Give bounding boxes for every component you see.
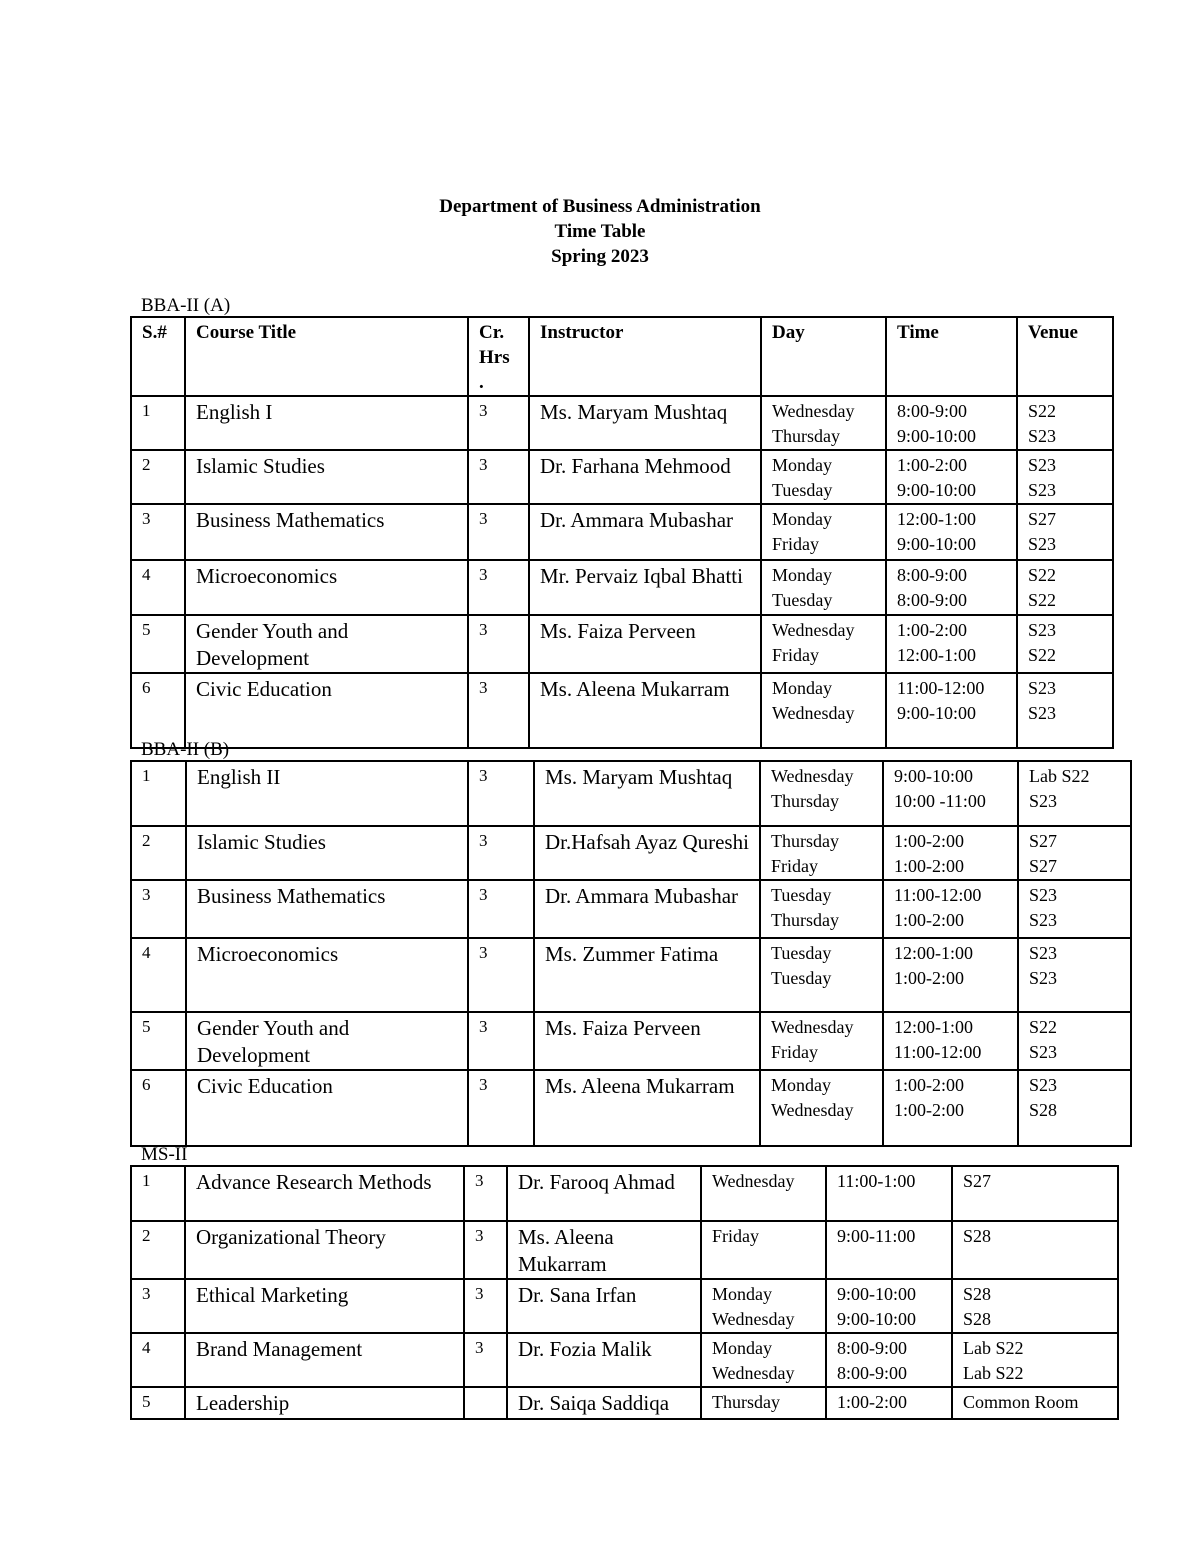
table-row (131, 1279, 1118, 1333)
day-line: Monday (712, 1284, 772, 1304)
cell-instructor: Ms. Faiza Perveen (529, 615, 761, 673)
cell-venue (1018, 761, 1131, 826)
time-line: 9:00-10:00 (897, 534, 976, 554)
cell-course-title: Brand Management (185, 1333, 464, 1387)
column-header-venue: Venue (1017, 317, 1113, 396)
time-line: 10:00 -11:00 (894, 791, 986, 811)
cell-course-title: Business Mathematics (186, 880, 468, 938)
venue-line: S28 (1029, 1100, 1058, 1120)
venue-line: S23 (1029, 791, 1058, 811)
cell-credit-hours: 3 (468, 615, 529, 673)
cell-day (760, 1012, 883, 1070)
time-line: 1:00-2:00 (894, 1100, 964, 1120)
cell-course-title: Gender Youth and Development (186, 1012, 468, 1070)
venue-line: S23 (1028, 426, 1057, 446)
venue-line: Common Room (963, 1392, 1079, 1412)
column-header-sn: S.# (131, 317, 185, 396)
venue-line: S22 (1028, 590, 1057, 610)
day-line: Monday (712, 1338, 772, 1358)
time-line: 8:00-9:00 (837, 1363, 907, 1383)
cell-credit-hours: 3 (464, 1221, 507, 1279)
cell-instructor: Ms. Maryam Mushtaq (534, 761, 760, 826)
cell-time (886, 615, 1017, 673)
venue-line: S23 (1029, 1075, 1058, 1095)
cell-credit-hours: 3 (468, 761, 534, 826)
day-line: Friday (772, 534, 819, 554)
cell-time (826, 1279, 952, 1333)
day-line: Monday (772, 678, 832, 698)
cell-venue (1018, 1070, 1131, 1146)
cell-serial-number: 2 (131, 1221, 185, 1279)
cell-credit-hours: 3 (468, 826, 534, 880)
cell-serial-number: 4 (131, 1333, 185, 1387)
cell-course-title: Civic Education (186, 1070, 468, 1146)
time-line: 9:00-11:00 (837, 1226, 916, 1246)
cell-instructor: Ms. Zummer Fatima (534, 938, 760, 1012)
cell-course-title: Microeconomics (186, 938, 468, 1012)
day-line: Tuesday (771, 885, 832, 905)
day-line: Wednesday (772, 703, 855, 723)
time-line: 12:00-1:00 (894, 1017, 973, 1037)
cell-serial-number: 3 (131, 1279, 185, 1333)
section-label-bba-ii-b: BBA-II (B) (141, 739, 230, 760)
column-header-instructor: Instructor (529, 317, 761, 396)
cell-venue (1017, 396, 1113, 450)
timetable-bba-ii-b (130, 760, 1132, 1147)
venue-line: S28 (963, 1284, 992, 1304)
table-header-row (131, 317, 1113, 396)
venue-line: S22 (1028, 565, 1057, 585)
cell-day (760, 1070, 883, 1146)
cell-credit-hours: 3 (468, 450, 529, 504)
cell-time (883, 1012, 1018, 1070)
time-line: 9:00-10:00 (837, 1309, 916, 1329)
cell-venue (952, 1279, 1118, 1333)
venue-line: S23 (1029, 968, 1058, 988)
cell-credit-hours: 3 (464, 1333, 507, 1387)
venue-line: S22 (1029, 1017, 1058, 1037)
cell-serial-number: 1 (131, 761, 186, 826)
venue-line: S23 (1028, 620, 1057, 640)
cell-course-title: Microeconomics (185, 560, 468, 615)
cell-serial-number: 3 (131, 504, 185, 560)
cell-serial-number: 6 (131, 1070, 186, 1146)
timetable-ms-ii (130, 1165, 1119, 1420)
cell-course-title: Islamic Studies (185, 450, 468, 504)
day-line: Wednesday (712, 1363, 795, 1383)
cell-serial-number: 4 (131, 560, 185, 615)
time-line: 1:00-2:00 (894, 1075, 964, 1095)
time-line: 1:00-2:00 (837, 1392, 907, 1412)
cell-day (760, 880, 883, 938)
cell-day (761, 560, 886, 615)
time-line: 1:00-2:00 (894, 856, 964, 876)
day-line: Friday (771, 856, 818, 876)
time-line: 9:00-10:00 (897, 703, 976, 723)
cell-time (883, 938, 1018, 1012)
table-row (131, 504, 1113, 560)
time-line: 12:00-1:00 (894, 943, 973, 963)
cell-venue (1018, 880, 1131, 938)
cell-day (701, 1279, 826, 1333)
cell-day (761, 396, 886, 450)
venue-line: S22 (1028, 401, 1057, 421)
table-row (131, 1387, 1118, 1419)
venue-line: S22 (1028, 645, 1057, 665)
day-line: Friday (771, 1042, 818, 1062)
section-label-ms-ii: MS-II (141, 1144, 188, 1165)
venue-line: S28 (963, 1226, 992, 1246)
cell-instructor: Dr. Ammara Mubashar (529, 504, 761, 560)
time-line: 8:00-9:00 (837, 1338, 907, 1358)
day-line: Thursday (771, 791, 839, 811)
cell-course-title: English II (186, 761, 468, 826)
cell-instructor: Dr. Fozia Malik (507, 1333, 701, 1387)
cell-instructor: Dr.Hafsah Ayaz Qureshi (534, 826, 760, 880)
time-line: 1:00-2:00 (894, 831, 964, 851)
cell-time (826, 1387, 952, 1419)
term-label: Spring 2023 (551, 246, 649, 267)
venue-line: S23 (1028, 678, 1057, 698)
time-line: 11:00-1:00 (837, 1171, 916, 1191)
venue-line: S23 (1028, 703, 1057, 723)
section-label-bba-ii-a: BBA-II (A) (141, 295, 231, 316)
timetable-bba-ii-a (130, 316, 1114, 749)
day-line: Monday (772, 565, 832, 585)
venue-line: S23 (1029, 910, 1058, 930)
venue-line: S27 (1029, 831, 1058, 851)
cell-serial-number: 5 (131, 1012, 186, 1070)
cell-time (883, 1070, 1018, 1146)
time-line: 9:00-10:00 (897, 480, 976, 500)
table-row (131, 938, 1131, 1012)
cell-time (886, 450, 1017, 504)
day-line: Tuesday (771, 968, 832, 988)
cell-day (701, 1166, 826, 1221)
cell-instructor: Dr. Ammara Mubashar (534, 880, 760, 938)
cell-instructor: Ms. Aleena Mukarram (529, 673, 761, 748)
time-line: 1:00-2:00 (894, 968, 964, 988)
time-line: 9:00-10:00 (837, 1284, 916, 1304)
cell-instructor: Dr. Sana Irfan (507, 1279, 701, 1333)
cell-day (760, 938, 883, 1012)
cell-instructor: Ms. Aleena Mukarram (507, 1221, 701, 1279)
cell-day (760, 761, 883, 826)
cell-course-title: Leadership (185, 1387, 464, 1419)
time-line: 11:00-12:00 (897, 678, 985, 698)
cell-time (883, 761, 1018, 826)
cell-course-title: Organizational Theory (185, 1221, 464, 1279)
column-header-day: Day (761, 317, 886, 396)
day-line: Wednesday (771, 1017, 854, 1037)
venue-line: Lab S22 (963, 1338, 1024, 1358)
cell-venue (952, 1221, 1118, 1279)
time-line: 8:00-9:00 (897, 401, 967, 421)
cell-credit-hours: 3 (468, 504, 529, 560)
cell-instructor: Ms. Maryam Mushtaq (529, 396, 761, 450)
column-header-credit-hours: Cr. Hrs . (468, 317, 529, 396)
time-line: 11:00-12:00 (894, 1042, 982, 1062)
cell-course-title: English I (185, 396, 468, 450)
cell-course-title: Advance Research Methods (185, 1166, 464, 1221)
table-row (131, 396, 1113, 450)
venue-line: S27 (1028, 509, 1057, 529)
column-header-time: Time (886, 317, 1017, 396)
cell-serial-number: 2 (131, 450, 185, 504)
time-line: 9:00-10:00 (894, 766, 973, 786)
cell-credit-hours: 3 (464, 1279, 507, 1333)
cell-day (761, 673, 886, 748)
day-line: Thursday (712, 1392, 780, 1412)
time-line: 8:00-9:00 (897, 565, 967, 585)
cell-instructor: Dr. Farhana Mehmood (529, 450, 761, 504)
cell-serial-number: 6 (131, 673, 185, 748)
document-subtitle: Time Table (554, 221, 646, 242)
table-row (131, 1333, 1118, 1387)
venue-line: S23 (1029, 885, 1058, 905)
cell-course-title: Islamic Studies (186, 826, 468, 880)
cell-serial-number: 3 (131, 880, 186, 938)
table-row (131, 1221, 1118, 1279)
cell-day (761, 504, 886, 560)
day-line: Thursday (772, 426, 840, 446)
day-line: Wednesday (712, 1171, 795, 1191)
time-line: 12:00-1:00 (897, 509, 976, 529)
cell-credit-hours: 3 (468, 396, 529, 450)
table-row (131, 673, 1113, 748)
time-line: 8:00-9:00 (897, 590, 967, 610)
day-line: Wednesday (772, 401, 855, 421)
cell-venue (952, 1166, 1118, 1221)
cell-venue (1017, 504, 1113, 560)
table-row (131, 1070, 1131, 1146)
column-header-course-title: Course Title (185, 317, 468, 396)
time-line: 11:00-12:00 (894, 885, 982, 905)
cell-time (886, 504, 1017, 560)
time-line: 1:00-2:00 (894, 910, 964, 930)
cell-time (883, 880, 1018, 938)
cell-credit-hours: 3 (468, 938, 534, 1012)
cell-day (701, 1221, 826, 1279)
venue-line: S23 (1028, 480, 1057, 500)
cell-venue (1017, 560, 1113, 615)
cell-time (886, 396, 1017, 450)
cell-venue (952, 1333, 1118, 1387)
cell-time (826, 1166, 952, 1221)
cell-time (826, 1333, 952, 1387)
venue-line: Lab S22 (963, 1363, 1024, 1383)
day-line: Tuesday (771, 943, 832, 963)
day-line: Tuesday (772, 590, 833, 610)
cell-serial-number: 5 (131, 1387, 185, 1419)
day-line: Monday (771, 1075, 831, 1095)
day-line: Wednesday (772, 620, 855, 640)
cell-venue (1017, 450, 1113, 504)
time-line: 1:00-2:00 (897, 455, 967, 475)
cell-credit-hours: 3 (464, 1166, 507, 1221)
day-line: Wednesday (712, 1309, 795, 1329)
cell-course-title: Business Mathematics (185, 504, 468, 560)
table-row (131, 560, 1113, 615)
venue-line: S23 (1028, 455, 1057, 475)
cell-day (761, 450, 886, 504)
cell-day (701, 1333, 826, 1387)
cell-venue (1017, 673, 1113, 748)
day-line: Friday (772, 645, 819, 665)
table-row (131, 826, 1131, 880)
day-line: Friday (712, 1226, 759, 1246)
venue-line: S28 (963, 1309, 992, 1329)
cell-course-title: Ethical Marketing (185, 1279, 464, 1333)
time-line: 1:00-2:00 (897, 620, 967, 640)
cell-serial-number: 1 (131, 396, 185, 450)
table-row (131, 761, 1131, 826)
cell-day (701, 1387, 826, 1419)
cell-time (886, 673, 1017, 748)
cell-time (883, 826, 1018, 880)
cell-credit-hours: 3 (468, 1070, 534, 1146)
cell-serial-number: 5 (131, 615, 185, 673)
venue-line: S23 (1029, 1042, 1058, 1062)
cell-venue (952, 1387, 1118, 1419)
cell-serial-number: 4 (131, 938, 186, 1012)
cell-credit-hours: 3 (468, 673, 529, 748)
time-line: 9:00-10:00 (897, 426, 976, 446)
cell-venue (1018, 938, 1131, 1012)
cell-day (760, 826, 883, 880)
cell-venue (1018, 1012, 1131, 1070)
table-row (131, 1166, 1118, 1221)
cell-venue (1017, 615, 1113, 673)
venue-line: S23 (1028, 534, 1057, 554)
cell-instructor: Dr. Saiqa Saddiqa (507, 1387, 701, 1419)
day-line: Monday (772, 509, 832, 529)
day-line: Monday (772, 455, 832, 475)
cell-credit-hours: 3 (468, 1012, 534, 1070)
cell-instructor: Mr. Pervaiz Iqbal Bhatti (529, 560, 761, 615)
time-line: 12:00-1:00 (897, 645, 976, 665)
cell-course-title: Civic Education (185, 673, 468, 748)
table-row (131, 450, 1113, 504)
cell-venue (1018, 826, 1131, 880)
day-line: Tuesday (772, 480, 833, 500)
venue-line: Lab S22 (1029, 766, 1090, 786)
table-row (131, 1012, 1131, 1070)
table-row (131, 615, 1113, 673)
cell-credit-hours: 3 (468, 560, 529, 615)
cell-time (886, 560, 1017, 615)
department-title: Department of Business Administration (439, 196, 761, 217)
day-line: Wednesday (771, 766, 854, 786)
day-line: Thursday (771, 831, 839, 851)
cell-credit-hours: 3 (468, 880, 534, 938)
day-line: Thursday (771, 910, 839, 930)
cell-instructor: Dr. Farooq Ahmad (507, 1166, 701, 1221)
table-row (131, 880, 1131, 938)
cell-serial-number: 1 (131, 1166, 185, 1221)
venue-line: S27 (1029, 856, 1058, 876)
cell-day (761, 615, 886, 673)
venue-line: S27 (963, 1171, 992, 1191)
document-header (0, 194, 1200, 269)
cell-serial-number: 2 (131, 826, 186, 880)
cell-course-title: Gender Youth and Development (185, 615, 468, 673)
cell-time (826, 1221, 952, 1279)
day-line: Wednesday (771, 1100, 854, 1120)
cell-instructor: Ms. Faiza Perveen (534, 1012, 760, 1070)
venue-line: S23 (1029, 943, 1058, 963)
cell-credit-hours (464, 1387, 507, 1419)
cell-instructor: Ms. Aleena Mukarram (534, 1070, 760, 1146)
